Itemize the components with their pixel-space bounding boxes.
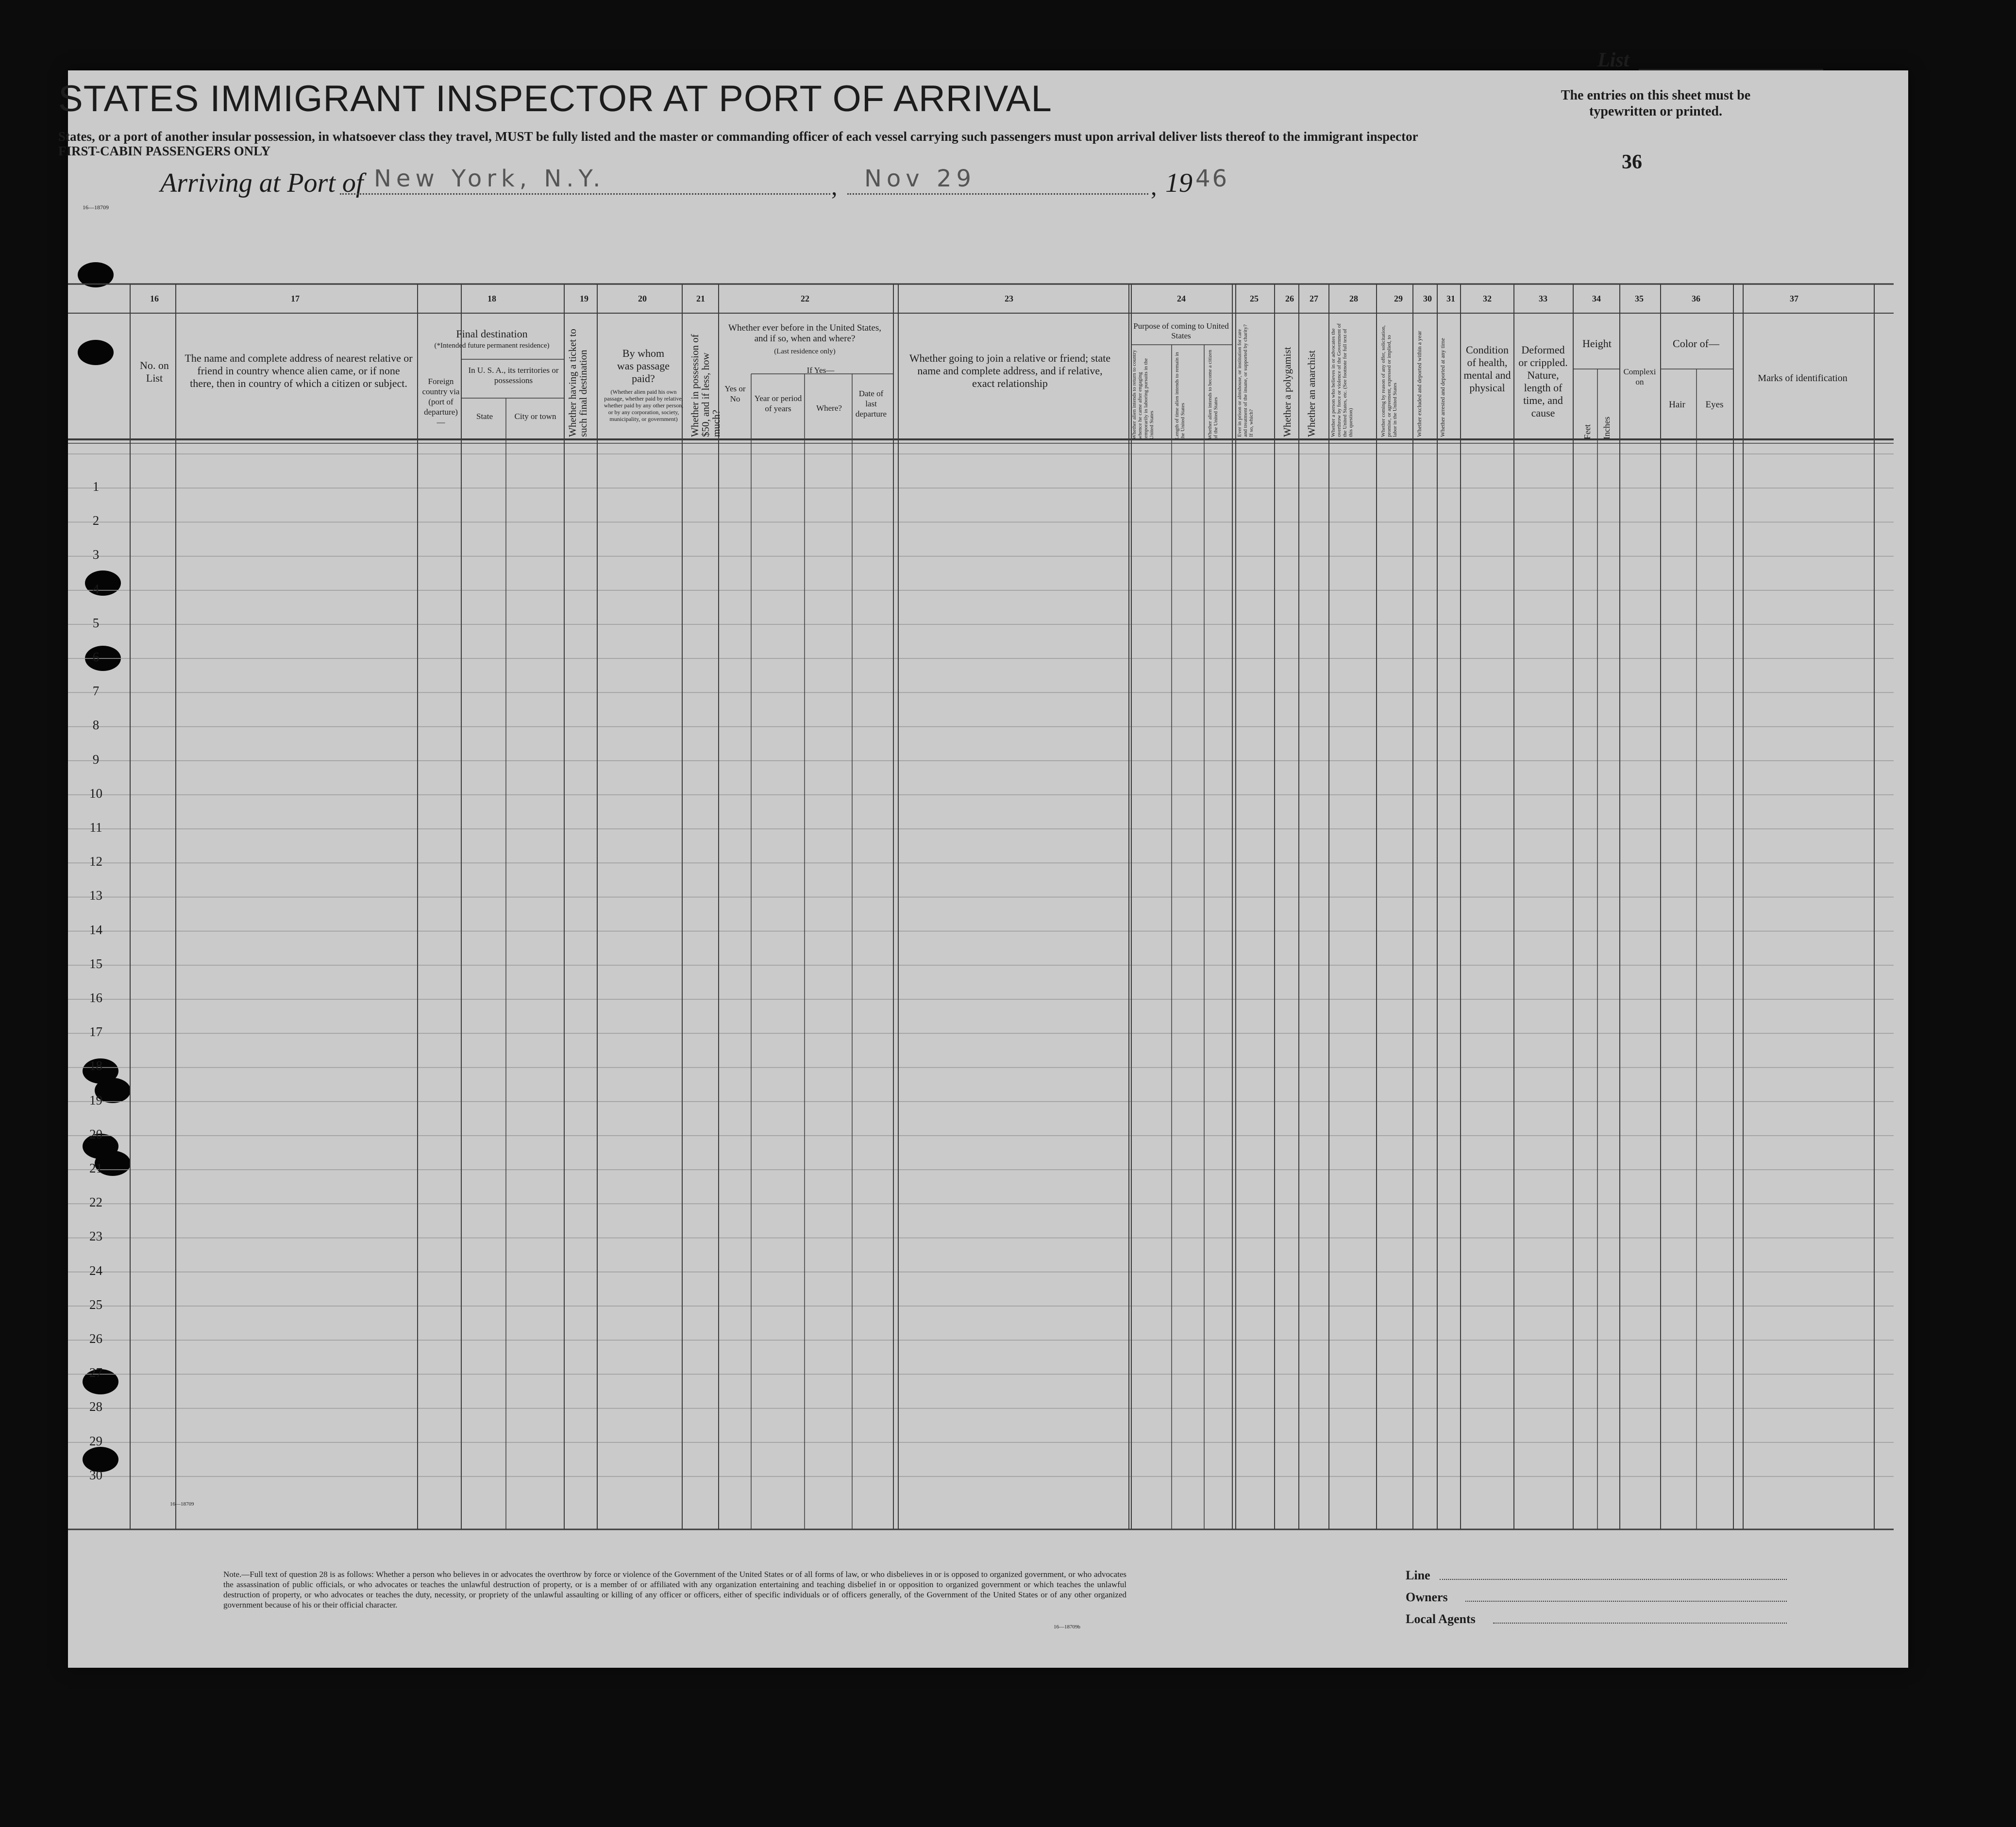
form-title: STATES IMMIGRANT INSPECTOR AT PORT OF ARRIVAL xyxy=(58,78,1052,119)
row-number: 15 xyxy=(89,956,102,971)
header-arrested: Whether arrested and deported at any time xyxy=(1439,338,1446,437)
row-number: 24 xyxy=(89,1263,102,1278)
header-ever-before: Whether ever before in the United States, and if so, when and where? xyxy=(728,323,881,344)
local-agents-field[interactable] xyxy=(1493,1623,1787,1624)
row-number: 5 xyxy=(92,615,100,630)
row-number: 1 xyxy=(92,479,100,494)
row-number: 23 xyxy=(89,1229,102,1244)
header-state: State xyxy=(476,412,493,421)
row-number: 22 xyxy=(89,1195,102,1210)
row-number: 29 xyxy=(89,1433,102,1448)
list-note: The entries on this sheet must be typewritten or printed. xyxy=(1561,88,1751,119)
row-number: 19 xyxy=(89,1092,102,1107)
col-num-35: 35 xyxy=(1635,294,1644,303)
header-nearest-relative: The name and complete address of nearest relative or friend in country whence alien came, or if none there, then in country of which a citizen or subject. xyxy=(185,352,413,389)
header-final-destination-note: (*Intended future permanent residence) xyxy=(434,342,550,350)
header-inches: Inches xyxy=(1602,417,1612,439)
header-anarchist: Whether an anarchist xyxy=(1306,350,1317,437)
header-year-period: Year or period of years xyxy=(754,394,802,413)
row-number: 12 xyxy=(89,854,102,869)
row-number: 3 xyxy=(92,547,100,562)
header-no-on-list: No. on List xyxy=(140,359,169,384)
row-number: 21 xyxy=(89,1161,102,1175)
header-feet: Feet xyxy=(1582,424,1592,439)
col-num-20: 20 xyxy=(638,294,647,303)
header-height: Height xyxy=(1582,337,1612,350)
header-city-or-town: City or town xyxy=(514,412,556,421)
col-num-19: 19 xyxy=(580,294,588,303)
arrival-date-value[interactable]: Nov 29 xyxy=(864,165,976,192)
row-number: 8 xyxy=(92,718,100,733)
row-number: 14 xyxy=(89,922,102,937)
header-hair: Hair xyxy=(1669,400,1685,410)
passenger-class: FIRST-CABIN PASSENGERS ONLY xyxy=(58,144,271,158)
col-num-30: 30 xyxy=(1423,294,1432,303)
header-marks: Marks of identification xyxy=(1758,373,1848,384)
header-overthrow: Whether a person who believes in or advocates the overthrow by force or violence of the Government of the United States, etc. (See footnote for full text of this question) xyxy=(1330,323,1354,437)
header-purpose: Purpose of coming to United States xyxy=(1133,321,1229,340)
owners-field[interactable] xyxy=(1465,1601,1787,1602)
row-number: 6 xyxy=(92,650,100,664)
line-field[interactable] xyxy=(1440,1579,1787,1580)
col-num-16: 16 xyxy=(150,294,159,303)
header-yes-or-no: Yes or No xyxy=(724,384,746,403)
header-color-of: Color of— xyxy=(1673,337,1719,350)
header-eyes: Eyes xyxy=(1705,400,1724,410)
comma: , xyxy=(1151,173,1157,200)
row-number: 16 xyxy=(89,990,102,1005)
header-joining-relative: Whether going to join a relative or friend; state name and complete address, and if relative, exact relationship xyxy=(909,352,1111,389)
row-number: 11 xyxy=(89,820,102,835)
form-instructions: States, or a port of another insular possession, in whatsoever class they travel, MUST be fully listed and the master or commanding officer of each vessel carrying such passengers must upon arrival deliver lists thereof to the immigrant inspector xyxy=(58,129,1418,144)
header-health: Condition of health, mental and physical xyxy=(1463,344,1511,394)
list-label: List xyxy=(1597,49,1630,71)
row-number: 26 xyxy=(89,1331,102,1346)
header-ever-before-note: (Last residence only) xyxy=(774,348,836,355)
header-passage-paid: By whom was passage paid? xyxy=(617,347,670,385)
header-excluded: Whether excluded and deported within a year xyxy=(1416,331,1423,437)
header-final-destination: Final destination xyxy=(456,328,528,340)
row-number: 20 xyxy=(89,1126,102,1141)
col-num-32: 32 xyxy=(1483,294,1492,303)
header-complexion: Complexion xyxy=(1623,367,1656,386)
col-num-28: 28 xyxy=(1349,294,1358,303)
header-purpose-length: Length of time alien intends to remain in the United States xyxy=(1174,352,1186,439)
row-number: 7 xyxy=(92,684,100,699)
header-foreign-country: Foreign country via (port of departure)— xyxy=(422,377,460,427)
col-num-18: 18 xyxy=(487,294,496,303)
header-where: Where? xyxy=(816,403,842,413)
form-code-footnote: 16—18709b xyxy=(1054,1624,1080,1630)
year-prefix: 19 xyxy=(1165,168,1193,198)
row-number: 25 xyxy=(89,1297,102,1312)
col-num-17: 17 xyxy=(291,294,300,303)
header-if-yes: If Yes— xyxy=(806,366,835,375)
header-purpose-return: Whether alien intends to return to country whence he came after engaging temporarily in laboring pursuits in the United States xyxy=(1131,350,1155,439)
header-offer-labor: Whether coming by reason of any offer, solicitation, promise, or agreement, expressed or implied, to labor in the United States xyxy=(1380,325,1398,437)
col-num-27: 27 xyxy=(1310,294,1318,303)
label-owners: Owners xyxy=(1406,1590,1448,1604)
comma: , xyxy=(831,173,838,200)
row-number: 4 xyxy=(92,581,100,596)
row-number: 27 xyxy=(89,1365,102,1380)
label-local-agents: Local Agents xyxy=(1406,1612,1476,1626)
header-deformed: Deformed or crippled. Nature, length of time, and cause xyxy=(1518,344,1568,419)
row-number: 17 xyxy=(89,1024,102,1039)
arrival-year-value[interactable]: 46 xyxy=(1195,165,1229,192)
form-code: 16—18709 xyxy=(83,204,109,211)
header-passage-paid-note: (Whether alien paid his own passage, whether paid by relative, whether paid by any other person, or by any corporation, society, municipality, or government) xyxy=(604,388,684,422)
col-num-26: 26 xyxy=(1285,294,1294,303)
form-code-bottom: 16—18709 xyxy=(170,1501,194,1507)
header-purpose-citizen: Whether alien intends to become a citizen of the United States xyxy=(1207,350,1219,439)
col-num-21: 21 xyxy=(696,294,705,303)
row-number: 13 xyxy=(89,888,102,903)
row-number: 10 xyxy=(89,786,102,801)
row-number: 28 xyxy=(89,1399,102,1414)
col-num-23: 23 xyxy=(1005,294,1013,303)
col-num-34: 34 xyxy=(1592,294,1601,303)
row-number: 9 xyxy=(92,752,100,767)
header-polygamist: Whether a polygamist xyxy=(1281,347,1293,437)
col-num-25: 25 xyxy=(1250,294,1259,303)
header-in-usa: In U. S. A., its territories or possessions xyxy=(468,366,559,385)
col-num-37: 37 xyxy=(1790,294,1798,303)
col-num-24: 24 xyxy=(1177,294,1186,303)
row-number: 2 xyxy=(92,513,100,528)
sheet-number: 36 xyxy=(1622,151,1642,173)
col-num-33: 33 xyxy=(1539,294,1547,303)
arrival-port-value[interactable]: New York, N.Y. xyxy=(374,165,605,192)
col-num-31: 31 xyxy=(1446,294,1455,303)
header-prison: Ever in prison or almshouse, or institution for care and treatment of the insane, or supported by charity? If so, which? xyxy=(1237,324,1254,437)
label-line: Line xyxy=(1406,1568,1430,1582)
row-number: 18 xyxy=(89,1058,102,1073)
col-num-22: 22 xyxy=(801,294,809,303)
footnote-question-28: Note.—Full text of question 28 is as follows: Whether a person who believes in or advocates the overthrow by force or violence of the Government of the United States or of all forms of law, or who disbelieves in or is opposed to organized government, or who advocates the assassination of public officials, or who advocates or teaches the unlawful destruction of property, or is a member of or affiliated with any organization entertaining and teaching disbelief in or opposition to organized government or which teaches the unlawful destruction of property, or who advocates or teaches the duty, necessity, or propriety of the unlawful assaulting or killing of any officer or officers, either of specific individuals or of officers generally, of the Government of the United States or of any other organized government because of his or their official character. xyxy=(223,1570,1126,1609)
header-date-last-departure: Date of last departure xyxy=(855,389,887,419)
header-ticket: Whether having a ticket to such final destination xyxy=(567,329,589,437)
arrival-port-label: Arriving at Port of xyxy=(160,168,364,198)
col-num-36: 36 xyxy=(1692,294,1700,303)
header-fifty-dollars: Whether in possession of $50, and if less, how much? xyxy=(689,334,722,437)
col-num-29: 29 xyxy=(1394,294,1403,303)
row-number: 30 xyxy=(89,1467,102,1482)
